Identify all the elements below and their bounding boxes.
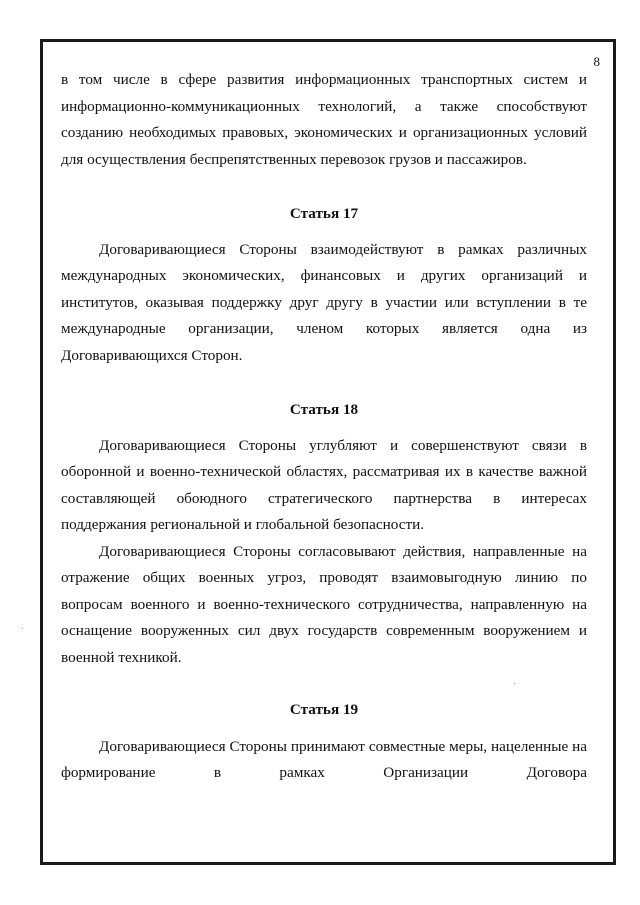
article-18-paragraph-1: Договаривающиеся Стороны углубляют и совершенствуют связи в оборонной и военно-технической областях, рассматривая их в качестве важной составляющей обоюдного стратегического партнерства в интересах поддержания региональной и глобальной безопасности. <box>61 436 587 533</box>
article-18-paragraph-2: Договаривающиеся Стороны согласовывают действия, направленные на отражение общих военных угроз, проводят взаимовыгодную линию по вопросам военного и военно-технического сотрудничества, направленную на оснащение вооруженных сил двух государств современным вооружением и военной техникой. <box>61 542 587 666</box>
scan-speck <box>514 683 515 684</box>
page-number: 8 <box>593 54 600 69</box>
paragraph-intro: в том числе в сфере развития информационных транспортных систем и информационно-коммуникационных технологий, а также способствуют созданию необходимых правовых, экономических и организационных условий для осуществления беспрепятственных перевозок грузов и пассажиров. <box>61 71 587 168</box>
document-body <box>61 67 587 787</box>
scan-speck <box>22 628 23 629</box>
article-17-text: Договаривающиеся Стороны взаимодействуют в рамках различных международных экономических, финансовых и других организаций и институтов, оказывая поддержку друг другу в участии или вступлении в те международные организации, членом которых является одна из Договаривающихся Сторон. <box>61 240 587 364</box>
article-17-title: Статья 17 <box>289 205 359 222</box>
article-19-title: Статья 19 <box>289 701 359 718</box>
article-19-text: Договаривающиеся Стороны принимают совместные меры, нацеленные на формирование в рамках Организации Договора <box>61 737 587 781</box>
article-18-title: Статья 18 <box>289 401 359 418</box>
